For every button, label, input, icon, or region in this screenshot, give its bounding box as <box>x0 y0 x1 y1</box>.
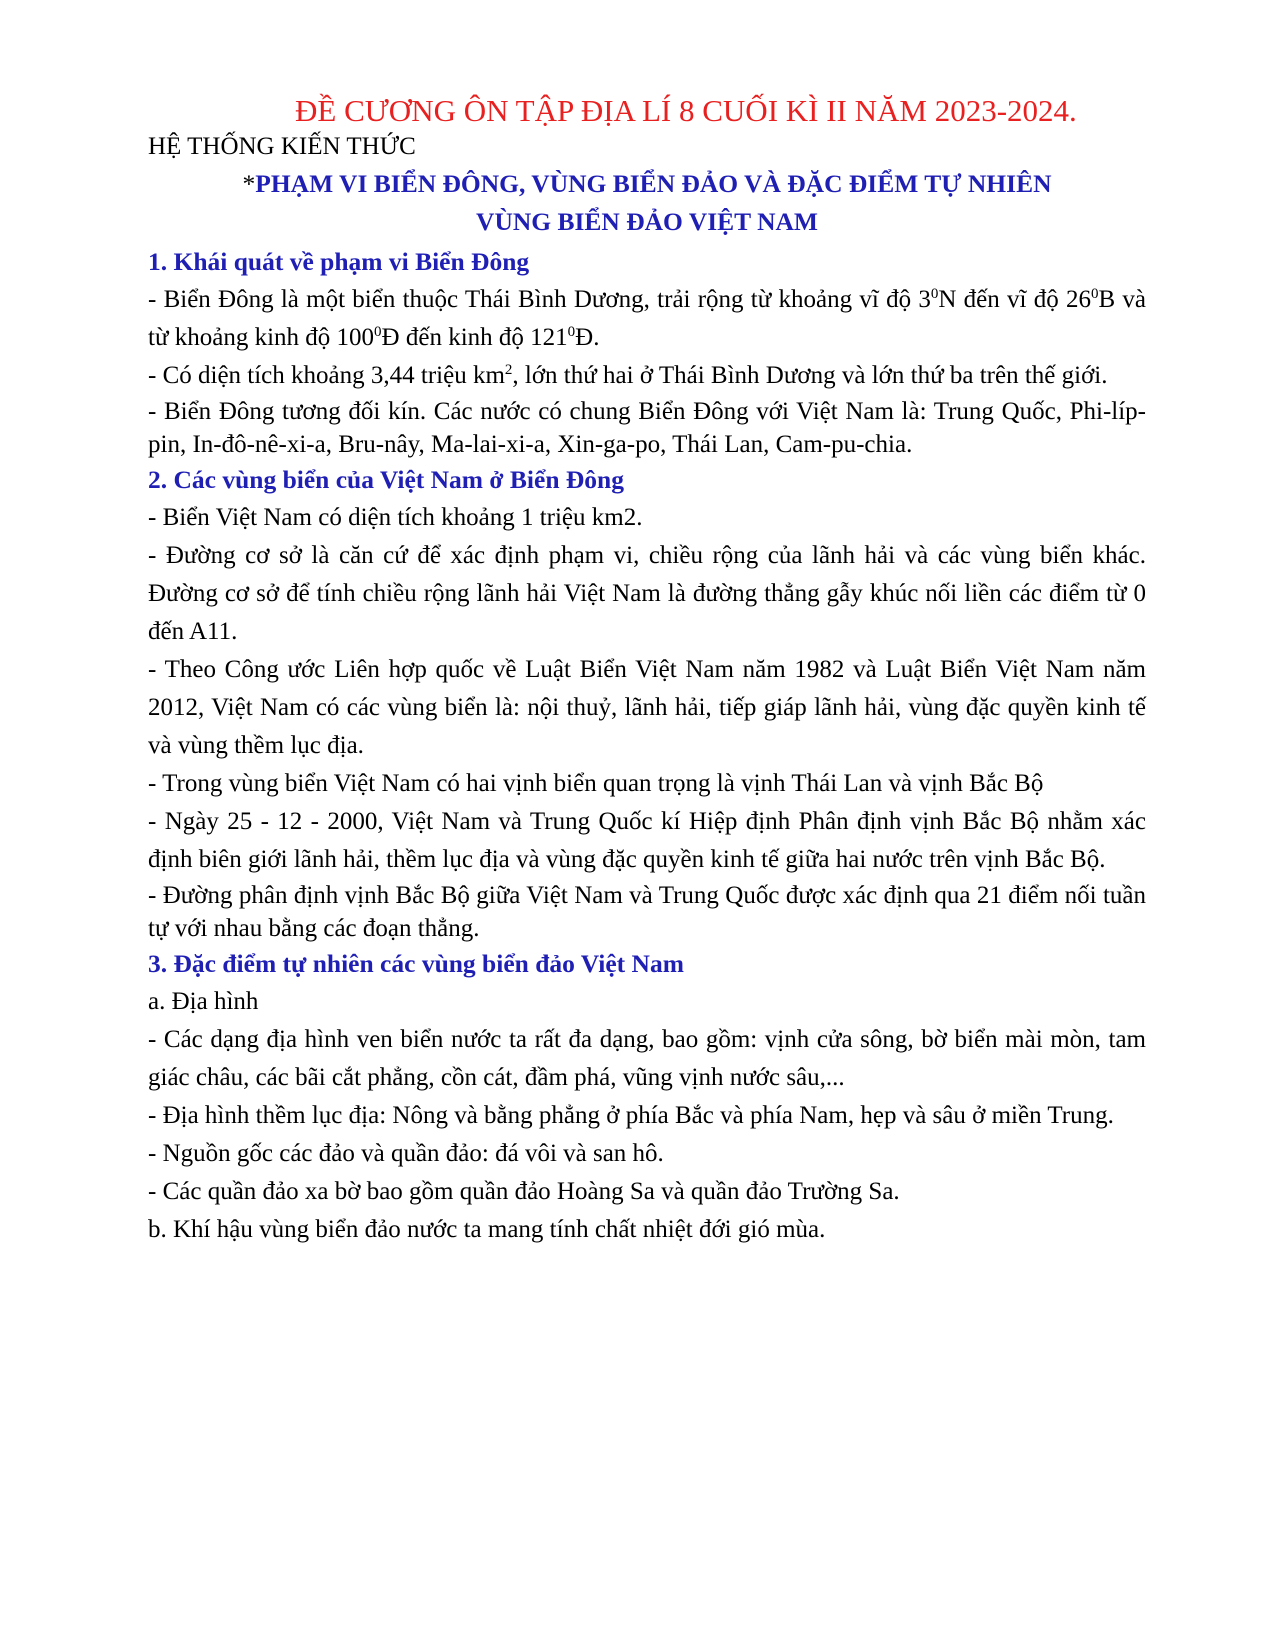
s1p2-text-b: , lớn thứ hai ở Thái Bình Dương và lớn thứ ba trên thế giới. <box>512 362 1108 389</box>
s1p1-text-b: N đến vĩ độ 26 <box>938 286 1091 313</box>
section-1-heading: 1. Khái quát về phạm vi Biển Đông <box>148 247 530 276</box>
section-3-paragraph-4: - Các quần đảo xa bờ bao gồm quần đảo Hoàng Sa và quần đảo Trường Sa. <box>148 1178 900 1205</box>
main-heading-line1: PHẠM VI BIỂN ĐÔNG, VÙNG BIỂN ĐẢO VÀ ĐẶC ĐIỂM TỰ NHIÊN <box>255 169 1052 198</box>
square-sup: 2 <box>504 362 513 378</box>
degree-sup-4: 0 <box>567 324 576 340</box>
section-3-heading: 3. Đặc điểm tự nhiên các vùng biển đảo Việt Nam <box>148 949 684 978</box>
s1p1-text-d: Đ đến kinh độ 121 <box>381 324 568 351</box>
s1p2-text-a: - Có diện tích khoảng 3,44 triệu km <box>148 362 505 389</box>
section-1-paragraph-3: - Biển Đông tương đối kín. Các nước có chung Biển Đông với Việt Nam là: Trung Quốc, Phi-líp-pin, In-đô-nê-xi-a, Bru-nây, Ma-lai-xi-a, Xin-ga-po, Thái Lan, Cam-pu-chia. <box>148 398 1146 458</box>
section-3-subheading-a: a. Địa hình <box>148 988 259 1015</box>
heading-star: * <box>242 169 256 198</box>
section-2-paragraph-6: - Đường phân định vịnh Bắc Bộ giữa Việt Nam và Trung Quốc được xác định qua 21 điểm nối tuần tự với nhau bằng các đoạn thẳng. <box>148 882 1146 942</box>
main-heading <box>148 165 1146 241</box>
section-2-heading: 2. Các vùng biển của Việt Nam ở Biển Đông <box>148 465 624 494</box>
section-2-paragraph-5: - Ngày 25 - 12 - 2000, Việt Nam và Trung Quốc kí Hiệp định Phân định vịnh Bắc Bộ nhằm xác định biên giới lãnh hải, thềm lục địa và vùng đặc quyền kinh tế giữa hai nước trên vịnh Bắc Bộ. <box>148 808 1146 873</box>
system-heading: HỆ THỐNG KIẾN THỨC <box>148 133 416 160</box>
s1p1-text-c: B và từ khoảng kinh độ 100 <box>148 286 1146 351</box>
degree-sup-3: 0 <box>374 324 382 340</box>
s1p1-text-e: Đ. <box>575 324 600 351</box>
section-3-paragraph-1: - Các dạng địa hình ven biển nước ta rất đa dạng, bao gồm: vịnh cửa sông, bờ biển mài mòn, tam giác châu, các bãi cắt phẳng, cồn cát, đầm phá, vũng vịnh nước sâu,... <box>148 1026 1146 1091</box>
document-body <box>148 129 1146 1249</box>
section-3-paragraph-3: - Nguồn gốc các đảo và quần đảo: đá vôi và san hô. <box>148 1140 664 1167</box>
section-3-subheading-b: b. Khí hậu vùng biển đảo nước ta mang tính chất nhiệt đới gió mùa. <box>148 1216 826 1243</box>
section-2-paragraph-3: - Theo Công ước Liên hợp quốc về Luật Biển Việt Nam năm 1982 và Luật Biển Việt Nam năm 2012, Việt Nam có các vùng biển là: nội thuỷ, lãnh hải, tiếp giáp lãnh hải, vùng đặc quyền kinh tế và vùng thềm lục địa. <box>148 656 1146 759</box>
document-title: ĐỀ CƯƠNG ÔN TẬP ĐỊA LÍ 8 CUỐI KÌ II NĂM 2023-2024. <box>295 93 1077 128</box>
section-2-paragraph-1: - Biển Việt Nam có diện tích khoảng 1 triệu km2. <box>148 504 643 531</box>
section-2-paragraph-2: - Đường cơ sở là căn cứ để xác định phạm vi, chiều rộng của lãnh hải và các vùng biển khác. Đường cơ sở để tính chiều rộng lãnh hải Việt Nam là đường thẳng gẫy khúc nối liền các điểm từ 0 đến A11. <box>148 542 1146 645</box>
section-2-paragraph-4: - Trong vùng biển Việt Nam có hai vịnh biển quan trọng là vịnh Thái Lan và vịnh Bắc Bộ <box>148 770 1044 797</box>
main-heading-line2: VÙNG BIỂN ĐẢO VIỆT NAM <box>476 207 818 236</box>
section-1-paragraph-2 <box>148 357 1146 395</box>
degree-sup-2: 0 <box>1090 286 1099 302</box>
section-3-paragraph-2: - Địa hình thềm lục địa: Nông và bằng phẳng ở phía Bắc và phía Nam, hẹp và sâu ở miền Trung. <box>148 1102 1114 1129</box>
s1p1-text-a: - Biển Đông là một biển thuộc Thái Bình Dương, trải rộng từ khoảng vĩ độ 3 <box>148 286 931 313</box>
section-1-paragraph-1 <box>148 281 1146 357</box>
degree-sup-1: 0 <box>930 286 939 302</box>
